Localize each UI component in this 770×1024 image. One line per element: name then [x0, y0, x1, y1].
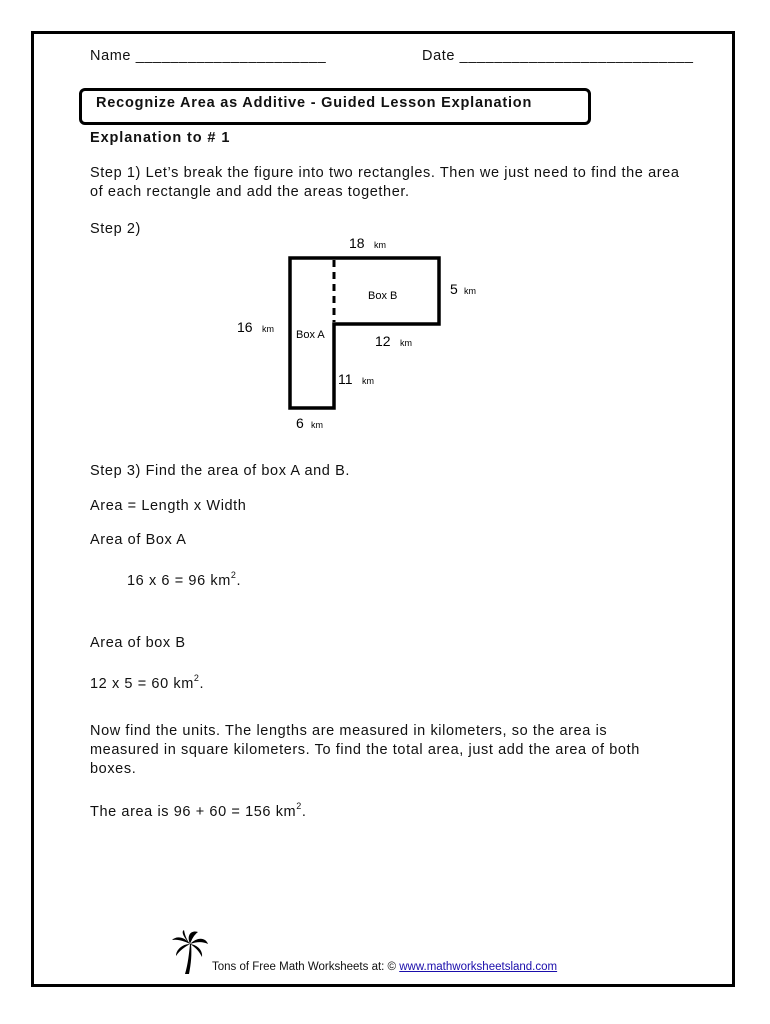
box-b-label: Box B: [368, 290, 398, 302]
area-formula: Area = Length x Width: [90, 498, 247, 514]
inner-vertical-unit: km: [362, 376, 374, 386]
name-field-label: Name ______________________: [90, 48, 327, 64]
l-shape-figure: [230, 230, 500, 440]
explanation-heading: Explanation to # 1: [90, 130, 231, 146]
inner-horizontal-value: 12: [375, 333, 391, 349]
inner-vertical-value: 11: [338, 371, 353, 387]
box-a-calculation: 16 x 6 = 96 $km^2$.: [127, 570, 242, 589]
palm-tree-icon: [170, 930, 210, 976]
page-title: Recognize Area as Additive - Guided Lesson Explanation: [96, 95, 533, 111]
box-a-heading: Area of Box A: [90, 532, 187, 548]
bottom-length-unit: km: [311, 420, 323, 430]
footer: Tons of Free Math Worksheets at: © www.mathworksheetsland.com: [212, 961, 558, 973]
step2-label: Step 2): [90, 221, 141, 237]
box-b-calculation: 12 x 5 = 60 $km^2$.: [90, 673, 205, 692]
footer-website-link[interactable]: www.mathworksheetsland.com: [399, 961, 558, 973]
left-length-unit: km: [262, 324, 274, 334]
right-length-unit: km: [464, 286, 476, 296]
box-a-label: Box A: [296, 329, 325, 341]
top-length-value: 18: [349, 235, 365, 251]
units-paragraph: Now find the units. The lengths are measured in kilometers, so the area is measured in square kilometers. To find the total area, just add the area of both boxes.: [90, 723, 640, 777]
right-length-value: 5: [450, 281, 458, 297]
box-b-heading: Area of box B: [90, 635, 186, 651]
left-length-value: 16: [237, 319, 253, 335]
step3-text: Step 3) Find the area of box A and B.: [90, 463, 350, 479]
bottom-length-value: 6: [296, 415, 304, 431]
date-field-label: Date ___________________________: [422, 48, 694, 64]
top-length-unit: km: [374, 240, 386, 250]
inner-horizontal-unit: km: [400, 338, 412, 348]
total-area: The area is 96 + 60 = 156 $km^2$.: [90, 801, 307, 820]
step1-text: Step 1) Let’s break the figure into two rectangles. Then we just need to find the area of each rectangle and add the areas together.: [90, 165, 680, 200]
